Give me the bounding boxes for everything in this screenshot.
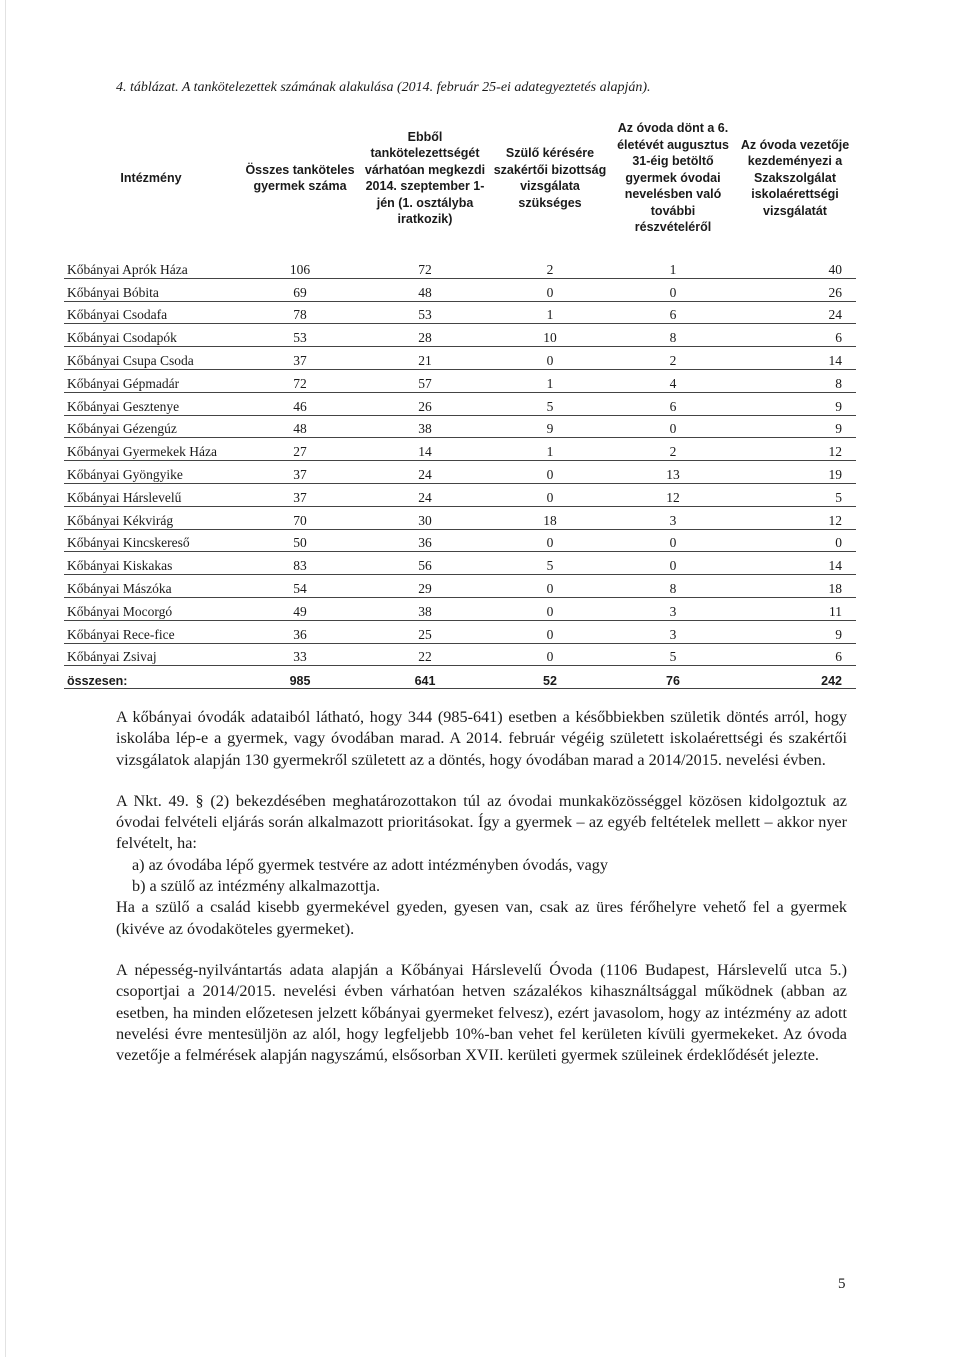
table-row — [64, 392, 856, 415]
cell-starting-school: 21 — [362, 347, 488, 370]
cell-expert-committee: 0 — [488, 620, 612, 643]
cell-starting-school: 72 — [362, 256, 488, 278]
table-row — [64, 643, 856, 666]
cell-institution-name: Kőbányai Gyöngyike — [64, 461, 238, 484]
cell-institution-name: Kőbányai Kiskakas — [64, 552, 238, 575]
cell-institution-name: összesen: — [64, 666, 238, 689]
cell-leader-initiates: 6 — [734, 643, 856, 666]
cell-starting-school: 28 — [362, 324, 488, 347]
cell-expert-committee: 0 — [488, 529, 612, 552]
cell-institution-name: Kőbányai Gesztenye — [64, 392, 238, 415]
cell-expert-committee: 0 — [488, 347, 612, 370]
cell-leader-initiates: 242 — [734, 666, 856, 689]
cell-kindergarten-decides: 0 — [612, 552, 734, 575]
cell-institution-name: Kőbányai Csodapók — [64, 324, 238, 347]
cell-expert-committee: 5 — [488, 392, 612, 415]
cell-leader-initiates: 12 — [734, 506, 856, 529]
cell-kindergarten-decides: 13 — [612, 461, 734, 484]
data-table-container — [64, 100, 856, 689]
cell-kindergarten-decides: 1 — [612, 256, 734, 278]
table-row — [64, 620, 856, 643]
cell-starting-school: 29 — [362, 575, 488, 598]
table-row — [64, 324, 856, 347]
header-expert-committee: Szülő kérésére szakértői bizottság vizsgálata szükséges — [493, 146, 607, 210]
cell-leader-initiates: 9 — [734, 392, 856, 415]
cell-expert-committee: 5 — [488, 552, 612, 575]
table-row — [64, 415, 856, 438]
cell-kindergarten-decides: 6 — [612, 301, 734, 324]
cell-institution-name: Kőbányai Gyermekek Háza — [64, 438, 238, 461]
cell-leader-initiates: 14 — [734, 552, 856, 575]
cell-expert-committee: 18 — [488, 506, 612, 529]
cell-expert-committee: 9 — [488, 415, 612, 438]
cell-starting-school: 53 — [362, 301, 488, 324]
cell-expert-committee: 0 — [488, 461, 612, 484]
table-row — [64, 597, 856, 620]
cell-institution-name: Kőbányai Gépmadár — [64, 369, 238, 392]
cell-total-children: 50 — [238, 529, 362, 552]
cell-expert-committee: 2 — [488, 256, 612, 278]
cell-total-children: 48 — [238, 415, 362, 438]
cell-kindergarten-decides: 0 — [612, 278, 734, 301]
cell-institution-name: Kőbányai Csodafa — [64, 301, 238, 324]
cell-starting-school: 38 — [362, 415, 488, 438]
cell-total-children: 37 — [238, 347, 362, 370]
table-row — [64, 529, 856, 552]
cell-expert-committee: 1 — [488, 438, 612, 461]
cell-starting-school: 22 — [362, 643, 488, 666]
cell-institution-name: Kőbányai Kékvirág — [64, 506, 238, 529]
table-row — [64, 483, 856, 506]
cell-institution-name: Kőbányai Zsivaj — [64, 643, 238, 666]
cell-expert-committee: 0 — [488, 597, 612, 620]
cell-expert-committee: 1 — [488, 301, 612, 324]
cell-total-children: 69 — [238, 278, 362, 301]
cell-institution-name: Kőbányai Mászóka — [64, 575, 238, 598]
header-kindergarten-decides: Az óvoda dönt a 6. életévét augusztus 31-éig betöltő gyermek óvodai nevelésben való további részvételéről — [617, 121, 729, 235]
cell-total-children: 78 — [238, 301, 362, 324]
table-row — [64, 438, 856, 461]
cell-expert-committee: 0 — [488, 643, 612, 666]
cell-institution-name: Kőbányai Rece-fice — [64, 620, 238, 643]
cell-institution-name: Kőbányai Aprók Háza — [64, 256, 238, 278]
table-caption: 4. táblázat. A tankötelezettek számának alakulása (2014. február 25-ei adategyeztetés alapján). — [116, 80, 651, 95]
cell-total-children: 72 — [238, 369, 362, 392]
cell-kindergarten-decides: 0 — [612, 529, 734, 552]
cell-kindergarten-decides: 4 — [612, 369, 734, 392]
cell-leader-initiates: 11 — [734, 597, 856, 620]
cell-kindergarten-decides: 5 — [612, 643, 734, 666]
cell-leader-initiates: 19 — [734, 461, 856, 484]
cell-starting-school: 36 — [362, 529, 488, 552]
cell-leader-initiates: 9 — [734, 620, 856, 643]
header-total-children: Összes tanköteles gyermek száma — [245, 162, 355, 193]
table-row — [64, 506, 856, 529]
list-item: a) az óvodába lépő gyermek testvére az adott intézményben óvodás, vagy — [132, 855, 608, 874]
cell-total-children: 985 — [238, 666, 362, 689]
cell-leader-initiates: 12 — [734, 438, 856, 461]
cell-kindergarten-decides: 0 — [612, 415, 734, 438]
cell-total-children: 27 — [238, 438, 362, 461]
cell-kindergarten-decides: 3 — [612, 620, 734, 643]
cell-kindergarten-decides: 3 — [612, 506, 734, 529]
cell-expert-committee: 0 — [488, 575, 612, 598]
paragraph: A népesség-nyilvántartás adata alapján a Kőbányai Hárslevelű Óvoda (1106 Budapest, Hárslevelű utca 5.) csoportjai a 2014/2015. nevelési évben várhatóan hetven százalékos kihasználtsággal működnek (abban az esetben, ha minden előzetesen jelzett kőbányai gyermeket felvesz), ezért javasolom, hogy az intézmény az adott nevelési évre mentesüljön az alól, hogy legfeljebb 10%-ban vehet fel kerületen kívüli gyermekeket. Az óvoda vezetője a felmérések alapján nagyszámú, elsősorban XVII. kerületi gyermek szüleinek érdeklődését jelezte. — [116, 960, 847, 1065]
cell-kindergarten-decides: 2 — [612, 438, 734, 461]
cell-starting-school: 57 — [362, 369, 488, 392]
table-header-row — [64, 100, 856, 256]
cell-total-children: 106 — [238, 256, 362, 278]
cell-kindergarten-decides: 8 — [612, 324, 734, 347]
cell-starting-school: 641 — [362, 666, 488, 689]
paragraph: A kőbányai óvodák adataiból látható, hogy 344 (985-641) esetben a későbbiekben születik döntés arról, hogy iskolába lép-e a gyermek, vagy óvodában marad. A 2014. február végéig született iskolaérettségi és szakértői vizsgálatok alapján 130 gyermekről született az a döntés, hogy óvodában marad a 2014/2015. nevelési évben. — [116, 708, 847, 769]
cell-starting-school: 48 — [362, 278, 488, 301]
cell-starting-school: 24 — [362, 461, 488, 484]
page-number: 5 — [838, 1276, 846, 1292]
cell-expert-committee: 1 — [488, 369, 612, 392]
cell-total-children: 54 — [238, 575, 362, 598]
cell-kindergarten-decides: 76 — [612, 666, 734, 689]
cell-institution-name: Kőbányai Bóbita — [64, 278, 238, 301]
cell-institution-name: Kőbányai Gézengúz — [64, 415, 238, 438]
cell-leader-initiates: 9 — [734, 415, 856, 438]
cell-kindergarten-decides: 2 — [612, 347, 734, 370]
paragraph: A Nkt. 49. § (2) bekezdésében meghatározottakon túl az óvodai munkaközösséggel közösen kidolgoztuk az óvodai felvételi eljárás során alkalmazott prioritásokat. Így a gyermek – az egyéb feltételek mellett – akkor nyer felvételt, ha: — [116, 791, 847, 853]
cell-total-children: 53 — [238, 324, 362, 347]
header-institution: Intézmény — [120, 170, 182, 185]
cell-kindergarten-decides: 8 — [612, 575, 734, 598]
table-row — [64, 347, 856, 370]
table-row — [64, 278, 856, 301]
cell-institution-name: Kőbányai Kincskereső — [64, 529, 238, 552]
data-table — [64, 100, 856, 689]
table-row — [64, 461, 856, 484]
cell-total-children: 33 — [238, 643, 362, 666]
table-row — [64, 369, 856, 392]
cell-leader-initiates: 14 — [734, 347, 856, 370]
cell-leader-initiates: 5 — [734, 483, 856, 506]
cell-leader-initiates: 8 — [734, 369, 856, 392]
cell-leader-initiates: 40 — [734, 256, 856, 278]
table-body — [64, 256, 856, 689]
cell-starting-school: 24 — [362, 483, 488, 506]
header-leader-initiates: Az óvoda vezetője kezdeményezi a Szakszolgálat iskolaérettségi vizsgálatát — [740, 137, 850, 218]
cell-starting-school: 25 — [362, 620, 488, 643]
cell-institution-name: Kőbányai Hárslevelű — [64, 483, 238, 506]
cell-starting-school: 30 — [362, 506, 488, 529]
cell-starting-school: 38 — [362, 597, 488, 620]
cell-leader-initiates: 24 — [734, 301, 856, 324]
cell-leader-initiates: 6 — [734, 324, 856, 347]
cell-total-children: 46 — [238, 392, 362, 415]
body-text — [116, 707, 847, 1066]
header-starting-school: Ebből tankötelezettségét várhatóan megkezdi 2014. szeptember 1-jén (1. osztályba iratkozik) — [364, 129, 486, 226]
cell-leader-initiates: 26 — [734, 278, 856, 301]
cell-expert-committee: 52 — [488, 666, 612, 689]
table-total-row — [64, 666, 856, 689]
cell-starting-school: 14 — [362, 438, 488, 461]
cell-starting-school: 26 — [362, 392, 488, 415]
paragraph: Ha a szülő a család kisebb gyermekével gyeden, gyesen van, csak az üres férőhelyre vehető fel a gyermek (kivéve az óvodaköteles gyermeket). — [116, 898, 847, 938]
table-row — [64, 552, 856, 575]
cell-kindergarten-decides: 6 — [612, 392, 734, 415]
cell-total-children: 37 — [238, 461, 362, 484]
table-row — [64, 256, 856, 278]
table-row — [64, 301, 856, 324]
cell-expert-committee: 0 — [488, 278, 612, 301]
cell-starting-school: 56 — [362, 552, 488, 575]
cell-leader-initiates: 18 — [734, 575, 856, 598]
cell-total-children: 36 — [238, 620, 362, 643]
cell-total-children: 83 — [238, 552, 362, 575]
cell-kindergarten-decides: 12 — [612, 483, 734, 506]
cell-leader-initiates: 0 — [734, 529, 856, 552]
list-item: b) a szülő az intézmény alkalmazottja. — [132, 877, 381, 896]
cell-expert-committee: 10 — [488, 324, 612, 347]
cell-institution-name: Kőbányai Mocorgó — [64, 597, 238, 620]
cell-kindergarten-decides: 3 — [612, 597, 734, 620]
cell-institution-name: Kőbányai Csupa Csoda — [64, 347, 238, 370]
cell-total-children: 70 — [238, 506, 362, 529]
cell-total-children: 37 — [238, 483, 362, 506]
cell-total-children: 49 — [238, 597, 362, 620]
table-row — [64, 575, 856, 598]
cell-expert-committee: 0 — [488, 483, 612, 506]
page-edge — [5, 0, 6, 1357]
